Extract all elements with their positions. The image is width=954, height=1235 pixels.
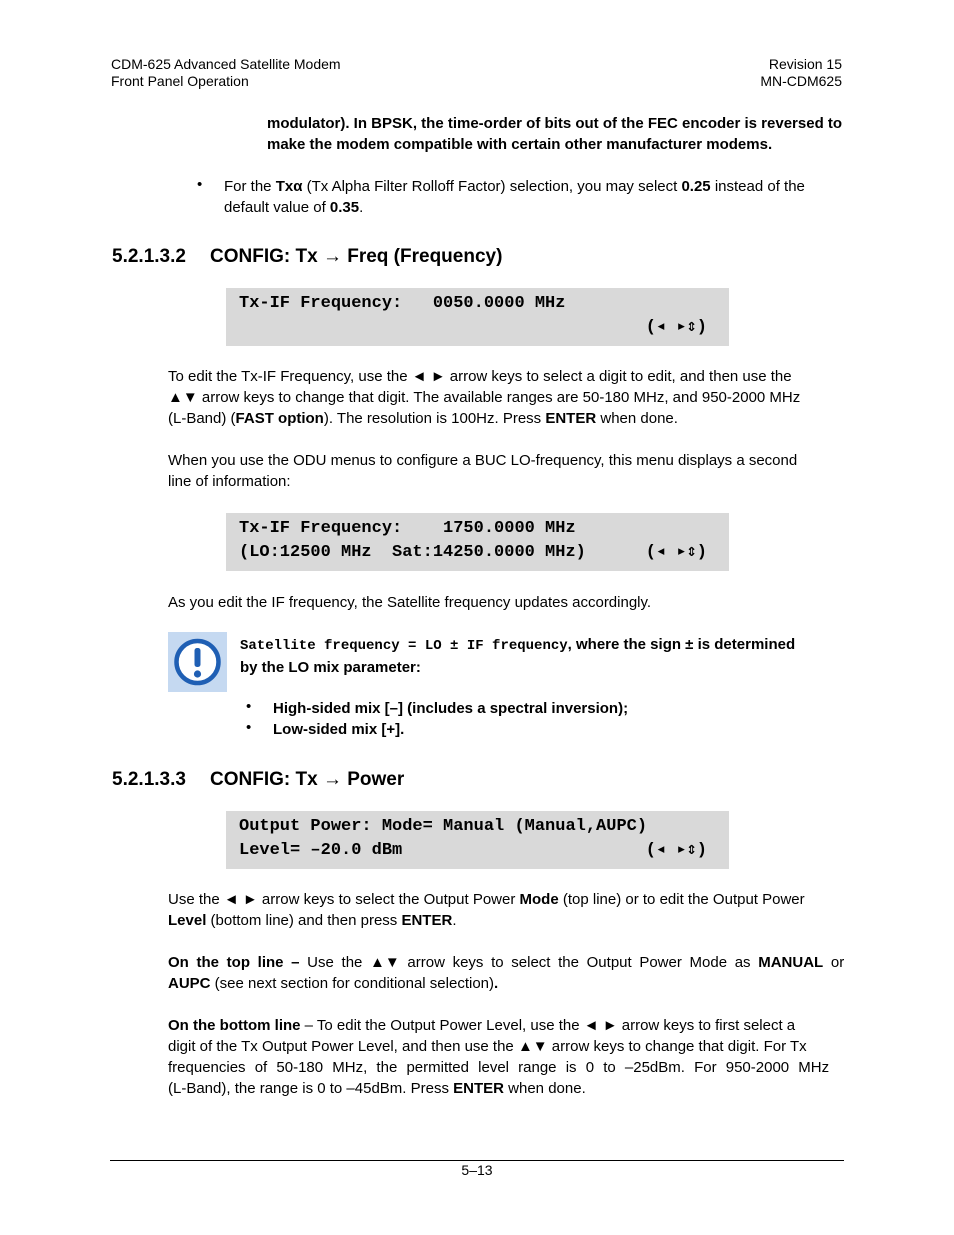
- section-title: CONFIG: Tx → Power: [210, 769, 405, 790]
- alpha-bullet-line2: default value of: [224, 199, 330, 216]
- header-right: [760, 56, 842, 90]
- section-heading-power: [112, 768, 404, 792]
- notice-box: [168, 632, 227, 692]
- header-revision: Revision 15: [768, 56, 842, 72]
- intro-bold-line-2: make the modem compatible with certain other manufacturer modems.: [267, 136, 773, 153]
- bullet-dot-icon: •: [246, 698, 252, 715]
- section-number: 5.2.1.3.2: [112, 246, 186, 267]
- power-p1-line2a: (bottom line) and then press: [206, 912, 402, 929]
- freq-paragraph-3: As you edit the IF frequency, the Satellite frequency updates accordingly.: [168, 594, 652, 611]
- power-p3-line4b: when done.: [504, 1080, 586, 1097]
- lcd-line-1: Output Power: Mode= Manual (Manual,AUPC): [239, 817, 648, 836]
- bullet-dot-icon: •: [246, 719, 252, 736]
- lcd-line-2: (LO:12500 MHz Sat:14250.0000 MHz): [239, 543, 586, 562]
- alpha-bullet-end: .: [359, 199, 364, 216]
- section-title: CONFIG: Tx → Freq (Frequency): [210, 246, 503, 267]
- power-p2-line1a: Use the ▲▼ arrow keys to select the Output Power Mode as: [299, 954, 759, 971]
- alpha-bullet-mid: (Tx Alpha Filter Rolloff Factor) selection, you may select: [302, 178, 682, 195]
- lcd-panel-tx-if-frequency-lo: [226, 513, 729, 571]
- power-p2-line2a: (see next section for conditional selection): [210, 975, 494, 992]
- page-number: 5–13: [461, 1162, 493, 1178]
- fast-option-label: FAST option: [235, 410, 324, 427]
- lcd-panel-tx-if-frequency: [226, 288, 729, 346]
- lcd-line-2: Level= –20.0 dBm: [239, 841, 403, 860]
- header-chapter-title: Front Panel Operation: [111, 73, 249, 89]
- power-p2-line2-period: .: [494, 975, 499, 992]
- freq-p2-line2: line of information:: [168, 473, 291, 490]
- mode-label: Mode: [519, 891, 559, 908]
- lcd-line-1: Tx-IF Frequency: 1750.0000 MHz: [239, 519, 576, 538]
- exclamation-circle-icon: [168, 632, 227, 692]
- note-bullet-1: High-sided mix [–] (includes a spectral inversion);: [273, 700, 629, 717]
- power-paragraph-1: [168, 889, 842, 931]
- power-p2-line1b: or: [823, 954, 845, 971]
- power-paragraph-2: [168, 952, 845, 994]
- notice-text: [240, 634, 795, 678]
- enter-key-label: ENTER: [545, 410, 597, 427]
- freq-p1-line2: ▲▼ arrow keys to change that digit. The available ranges are 50-180 MHz, and 950-2000 MHz: [168, 389, 801, 406]
- section-heading-freq: [112, 245, 502, 269]
- notice-text-rest: , where the sign ± is determined: [567, 636, 796, 653]
- power-p3-line1a: – To edit the Output Power Level, use the ◄ ► arrow keys to first select a: [300, 1017, 796, 1034]
- level-label: Level: [168, 912, 207, 929]
- intro-bold-paragraph: [267, 113, 842, 155]
- freq-p1-line1: To edit the Tx-IF Frequency, use the ◄ ► arrow keys to select a digit to edit, and then use the: [168, 368, 792, 385]
- lcd-panel-output-power: [226, 811, 729, 869]
- arrow-keys-icon: (◂ ▸⇕): [645, 543, 707, 562]
- power-paragraph-3: [168, 1015, 842, 1099]
- power-p3-line4a: (L-Band), the range is 0 to –45dBm. Press: [168, 1080, 454, 1097]
- power-p1-line1a: Use the ◄ ► arrow keys to select the Output Power: [168, 891, 520, 908]
- power-p1-line1b: (top line) or to edit the Output Power: [558, 891, 805, 908]
- footer-divider: [110, 1160, 844, 1161]
- manual-label: MANUAL: [758, 954, 824, 971]
- section-number: 5.2.1.3.3: [112, 769, 186, 790]
- header-left: [111, 56, 341, 90]
- alpha-bullet-pre: For the: [224, 178, 276, 195]
- freq-paragraph-1: [168, 366, 842, 429]
- notice-text-line2: by the LO mix parameter:: [240, 659, 421, 676]
- note-bullet-2: Low-sided mix [+].: [273, 721, 405, 738]
- alpha-bullet-txalpha: Txα: [275, 178, 303, 195]
- alpha-bullet-mid2: instead of the: [710, 178, 805, 195]
- intro-bold-line-1: modulator). In BPSK, the time-order of bits out of the FEC encoder is reversed to: [267, 115, 843, 132]
- aupc-label: AUPC: [168, 975, 211, 992]
- freq-paragraph-2: [168, 450, 842, 492]
- freq-p1-line3c: when done.: [596, 410, 678, 427]
- freq-p2-line1: When you use the ODU menus to configure a BUC LO-frequency, this menu displays a second: [168, 452, 798, 469]
- bullet-dot-icon: •: [197, 176, 203, 193]
- header-doc-number: MN-CDM625: [760, 73, 842, 89]
- header-doc-title: CDM-625 Advanced Satellite Modem: [111, 56, 341, 72]
- arrow-keys-icon: (◂ ▸⇕): [645, 841, 707, 860]
- enter-key-label: ENTER: [401, 912, 453, 929]
- power-p3-line2: digit of the Tx Output Power Level, and then use the ▲▼ arrow keys to change that digit. For Tx: [168, 1038, 807, 1055]
- alpha-bullet-035: 0.35: [329, 199, 360, 216]
- lcd-line-1: Tx-IF Frequency: 0050.0000 MHz: [239, 294, 566, 313]
- freq-p1-line3a: (L-Band) (: [168, 410, 236, 427]
- top-line-label: On the top line –: [168, 954, 300, 971]
- power-p3-line3: frequencies of 50-180 MHz, the permitted level range is 0 to –25dBm. For 950-2000 MHz: [168, 1059, 830, 1076]
- alpha-bullet-025: 0.25: [681, 178, 711, 195]
- power-p1-line2b: .: [452, 912, 457, 929]
- arrow-keys-icon: (◂ ▸⇕): [645, 318, 707, 337]
- satellite-frequency-formula: Satellite frequency = LO ± IF frequency: [240, 638, 568, 654]
- alpha-bullet-text: [224, 176, 844, 218]
- enter-key-label: ENTER: [453, 1080, 504, 1097]
- freq-p1-line3b: ). The resolution is 100Hz. Press: [323, 410, 546, 427]
- bottom-line-label: On the bottom line: [168, 1017, 301, 1034]
